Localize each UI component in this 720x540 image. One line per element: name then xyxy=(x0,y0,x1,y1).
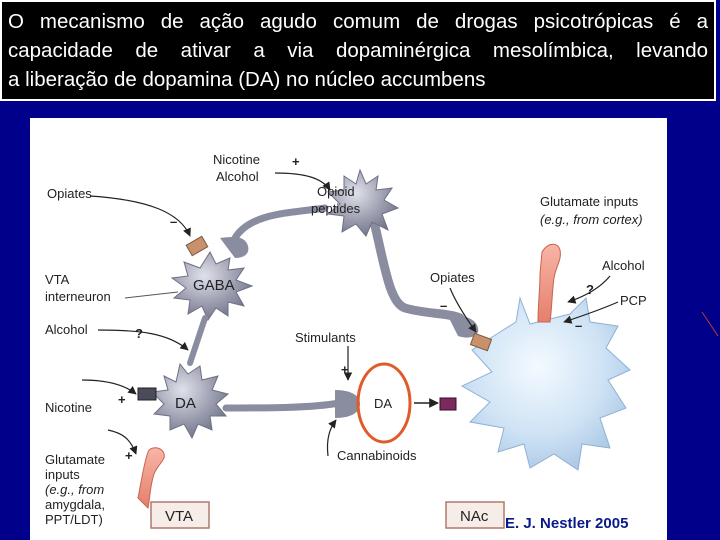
stray-pointer-line xyxy=(700,310,720,340)
nicotine-top-sign: + xyxy=(292,154,300,169)
opiates-left-label: Opiates xyxy=(47,186,92,201)
title-line-1: O mecanismo de ação agudo comum de drogas psicotrópicas é a xyxy=(8,10,708,33)
title-line-2: capacidade de ativar a via dopaminérgica mesolímbica, levando xyxy=(8,39,708,62)
glutamate-left-label-5: PPT/LDT) xyxy=(45,512,103,527)
vta-interneuron-label-2: interneuron xyxy=(45,289,111,304)
opiates-right-label: Opiates xyxy=(430,270,475,285)
alcohol-right-label: Alcohol xyxy=(602,258,645,273)
da-terminal xyxy=(335,390,360,418)
nicotine-receptor xyxy=(138,388,156,400)
title-banner xyxy=(0,0,716,101)
opiates-right-sign: – xyxy=(440,298,448,313)
glutamate-left-sign: + xyxy=(125,448,133,463)
alcohol-left-label: Alcohol xyxy=(45,322,88,337)
reward-pathway-figure xyxy=(30,118,667,540)
gaba-label: GABA xyxy=(193,277,235,294)
vta-interneuron-label-1: VTA xyxy=(45,272,70,287)
pcp-sign: – xyxy=(575,318,583,333)
glutamate-left-label-3: (e.g., from xyxy=(45,482,105,497)
stimulants-sign: + xyxy=(341,362,349,377)
cannabinoids-label: Cannabinoids xyxy=(337,448,417,463)
nicotine-left-sign: + xyxy=(118,392,126,407)
alcohol-top-label: Alcohol xyxy=(216,169,259,184)
nicotine-top-label: Nicotine xyxy=(213,152,260,167)
alcohol-right-sign: ? xyxy=(586,282,594,297)
vta-interneuron-pointer xyxy=(125,292,178,298)
citation-credit: E. J. Nestler 2005 xyxy=(505,515,629,532)
gaba-axon xyxy=(190,318,205,363)
glutamate-right-label-1: Glutamate inputs xyxy=(540,194,639,209)
nac-region-label: NAc xyxy=(460,508,489,525)
opiates-left-sign: – xyxy=(170,214,178,229)
glutamate-input-right xyxy=(538,244,560,322)
stimulants-label: Stimulants xyxy=(295,330,356,345)
nicotine-left-arrow xyxy=(82,380,136,394)
vta-region-label: VTA xyxy=(165,508,194,525)
alcohol-left-arrow xyxy=(98,330,188,350)
glutamate-left-label-4: amygdala, xyxy=(45,497,105,512)
glutamate-left-label-1: Glutamate xyxy=(45,452,105,467)
da-cell-label: DA xyxy=(175,395,196,412)
nicotine-left-label: Nicotine xyxy=(45,400,92,415)
dopamine-receptor-nac xyxy=(440,398,456,410)
da-axon xyxy=(226,403,340,408)
opiate-receptor-gaba xyxy=(186,236,208,255)
opioid-label-2: peptides xyxy=(311,201,361,216)
reward-pathway-diagram xyxy=(30,118,667,540)
alcohol-left-sign: ? xyxy=(135,326,143,341)
pcp-label: PCP xyxy=(620,293,647,308)
cannabinoids-arrow xyxy=(327,420,336,456)
nac-neuron-body xyxy=(462,298,630,470)
opioid-label-1: Opioid xyxy=(317,184,355,199)
glutamate-right-label-2: (e.g., from cortex) xyxy=(540,212,643,227)
opiate-receptor-nac xyxy=(470,333,491,350)
opioid-terminal-gaba xyxy=(220,237,248,258)
glutamate-input-left xyxy=(138,448,164,508)
glutamate-left-label-2: inputs xyxy=(45,467,80,482)
title-line-3: a liberação de dopamina (DA) no núcleo accumbens xyxy=(8,68,486,91)
da-synapse-label: DA xyxy=(374,396,393,411)
